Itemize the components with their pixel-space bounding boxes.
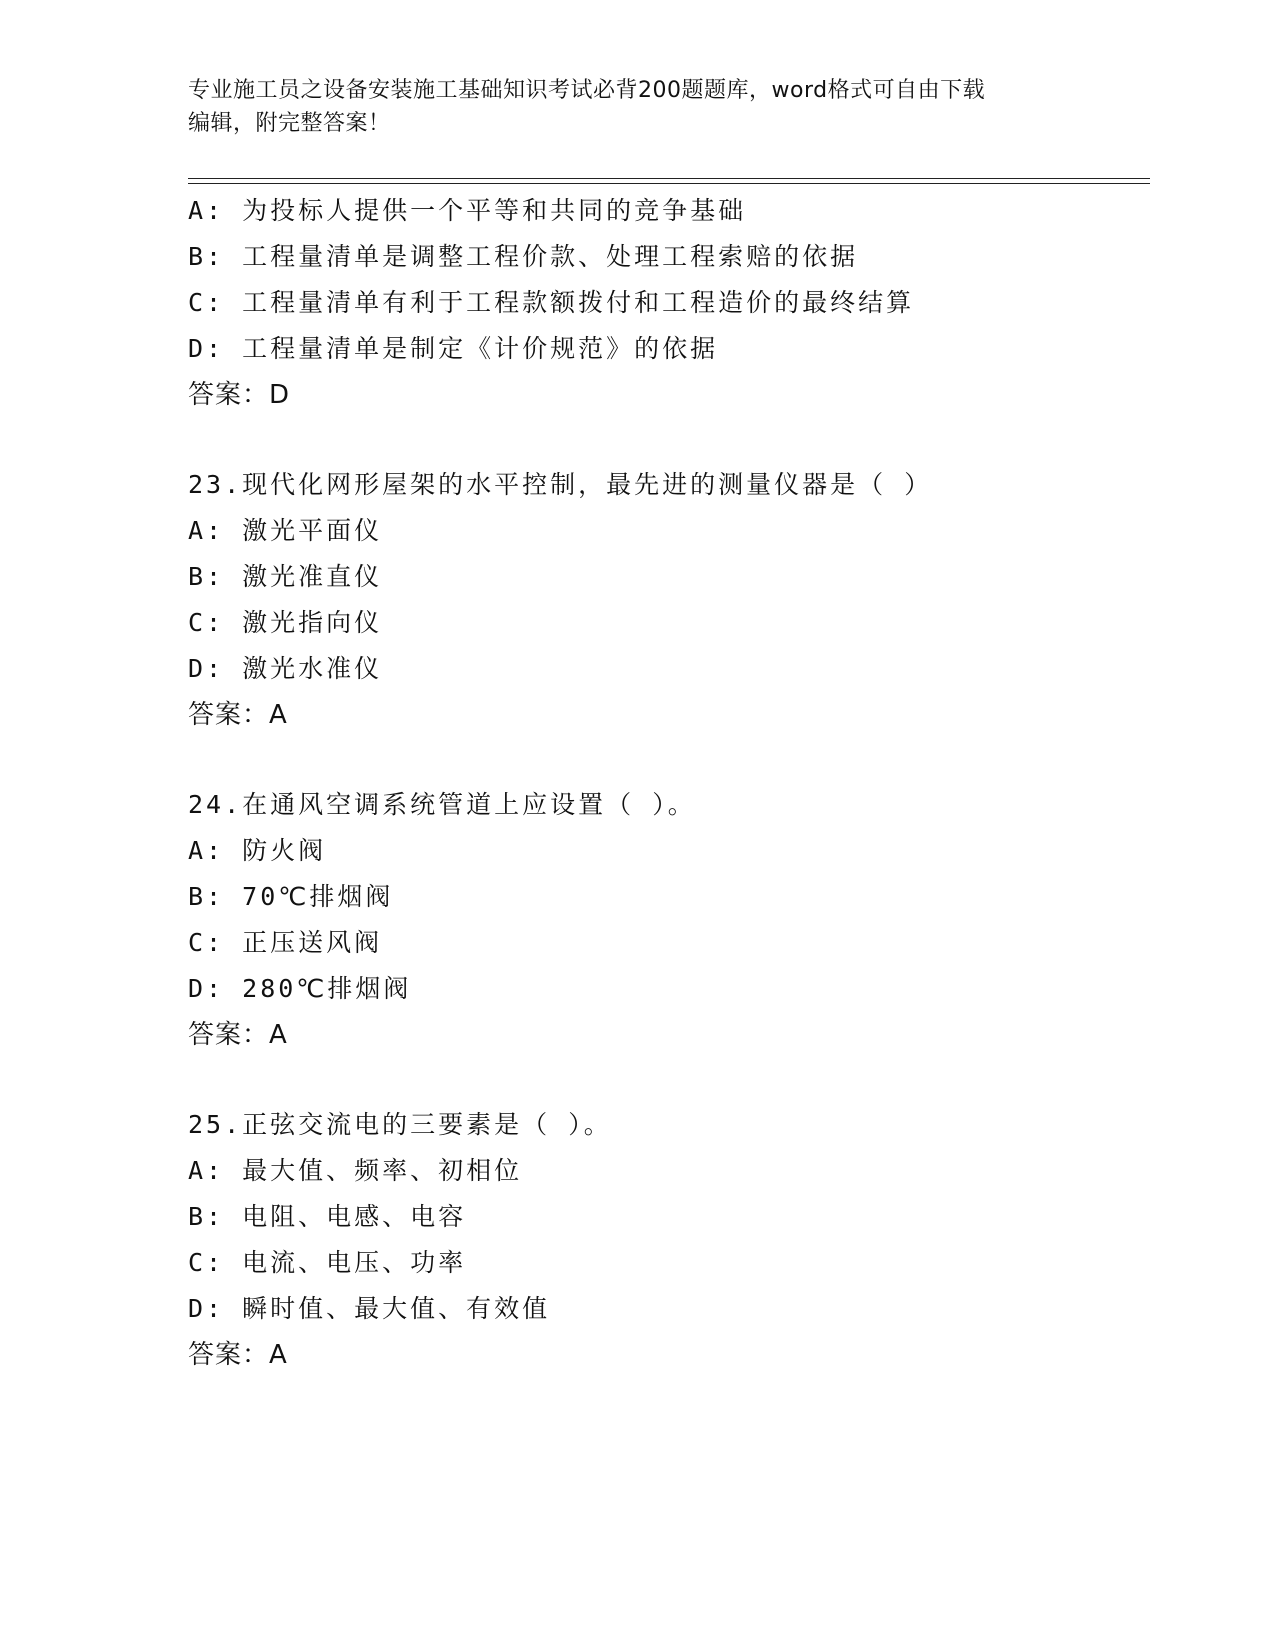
option-c: C: 激光指向仪 (188, 608, 383, 637)
option-c: C: 电流、电压、功率 (188, 1248, 467, 1277)
option-b: B: 电阻、电感、电容 (188, 1202, 467, 1231)
spacer (188, 738, 1150, 782)
option-d: D: 工程量清单是制定《计价规范》的依据 (188, 334, 719, 363)
option-b: B: 激光准直仪 (188, 562, 383, 591)
question-25 (188, 1102, 1150, 1378)
document-header (188, 74, 1068, 140)
option-d: D: 激光水准仪 (188, 654, 383, 683)
spacer (188, 1058, 1150, 1102)
question-24 (188, 782, 1150, 1058)
option-a: A: 最大值、频率、初相位 (188, 1156, 523, 1185)
document-body (188, 188, 1150, 1378)
option-a: A: 为投标人提供一个平等和共同的竞争基础 (188, 196, 747, 225)
option-d: D: 瞬时值、最大值、有效值 (188, 1294, 551, 1323)
header-divider-bottom (188, 183, 1150, 184)
option-a: A: 防火阀 (188, 836, 327, 865)
spacer (188, 418, 1150, 462)
option-a: A: 激光平面仪 (188, 516, 383, 545)
option-b: B: 70℃排烟阀 (188, 882, 394, 911)
option-d: D: 280℃排烟阀 (188, 974, 412, 1003)
answer: 答案：A (188, 1340, 288, 1370)
question-22-partial (188, 188, 1150, 418)
option-c: C: 工程量清单有利于工程款额拨付和工程造价的最终结算 (188, 288, 915, 317)
option-b: B: 工程量清单是调整工程价款、处理工程索赔的依据 (188, 242, 859, 271)
question-text: 24.在通风空调系统管道上应设置（ ）。 (188, 790, 696, 819)
answer: 答案：A (188, 1020, 288, 1050)
answer: 答案：A (188, 700, 288, 730)
header-line-1: 专业施工员之设备安装施工基础知识考试必背200题题库，word格式可自由下载 (188, 78, 986, 103)
header-divider-top (188, 178, 1150, 179)
question-text: 23.现代化网形屋架的水平控制，最先进的测量仪器是（ ） (188, 470, 933, 499)
answer: 答案：D (188, 380, 291, 410)
header-line-2: 编辑，附完整答案！ (188, 111, 391, 136)
question-23 (188, 462, 1150, 738)
question-text: 25.正弦交流电的三要素是（ ）。 (188, 1110, 612, 1139)
option-c: C: 正压送风阀 (188, 928, 383, 957)
